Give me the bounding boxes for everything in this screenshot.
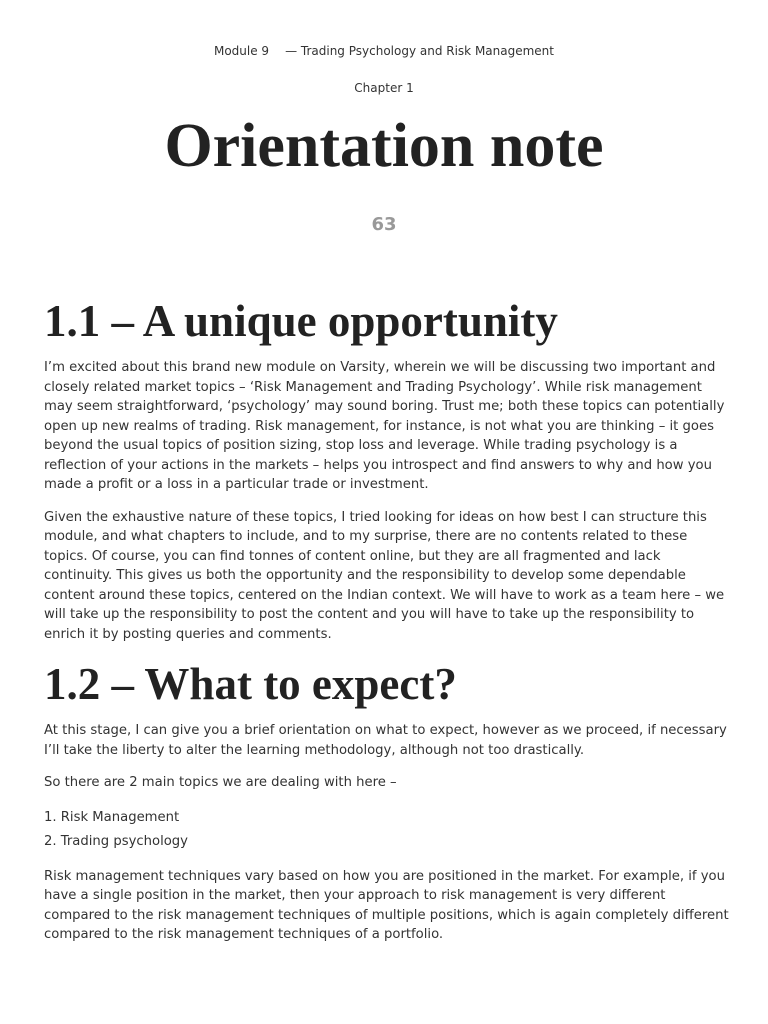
paragraph: Given the exhaustive nature of these topics, I tried looking for ideas on how best I can structure this module, and what chapters to include, and to my surprise, there are no contents related to these topics. Of course, you can find tonnes of content online, but they are all fragmented and lack continuity. This gives us both the opportunity and the responsibility to develop some dependable content around these topics, centered on the Indian context. We will have to work as a team here – we will take up the responsibility to post the content and you will have to take up the responsibility to enrich it by posting queries and comments. (44, 509, 725, 642)
running-header (0, 44, 768, 58)
paragraph: At this stage, I can give you a brief orientation on what to expect, however as we proceed, if necessary I’ll take the liberty to alter the learning methodology, although not too drastically. (44, 723, 727, 758)
module-label: Module 9 (213, 44, 270, 58)
list-item: 1. Risk Management (44, 809, 180, 825)
page-number: 63 (371, 214, 397, 235)
chapter-title: Orientation note (164, 112, 604, 180)
paragraph: So there are 2 main topics we are dealing with here – (44, 775, 397, 790)
section-heading-1-2: 1.2 – What to expect? (44, 659, 457, 709)
module-title: — Trading Psychology and Risk Management (285, 44, 554, 58)
chapter-label: Chapter 1 (354, 81, 414, 95)
paragraph: Risk management techniques vary based on how you are positioned in the market. For example, if you have a single position in the market, then your approach to risk management is very different compared to the risk management techniques of multiple positions, which is again completely different compared to the risk management techniques of a portfolio. (44, 868, 729, 942)
paragraph: I’m excited about this brand new module on Varsity, wherein we will be discussing two important and closely related market topics – ‘Risk Management and Trading Psychology’. While risk management may seem straightforward, ‘psychology’ may sound boring. Trust me; both these topics can potentially open up new realms of trading. Risk management, for instance, is not what you are thinking – it goes beyond the usual topics of position sizing, stop loss and leverage. While trading psychology is a reflection of your actions in the markets – helps you introspect and find answers to why and how you made a profit or a loss in a particular trade or investment. (44, 360, 725, 492)
section-heading-1-1: 1.1 – A unique opportunity (44, 296, 558, 346)
document-body (44, 294, 730, 958)
topic-list (44, 806, 730, 854)
list-item: 2. Trading psychology (44, 833, 188, 849)
